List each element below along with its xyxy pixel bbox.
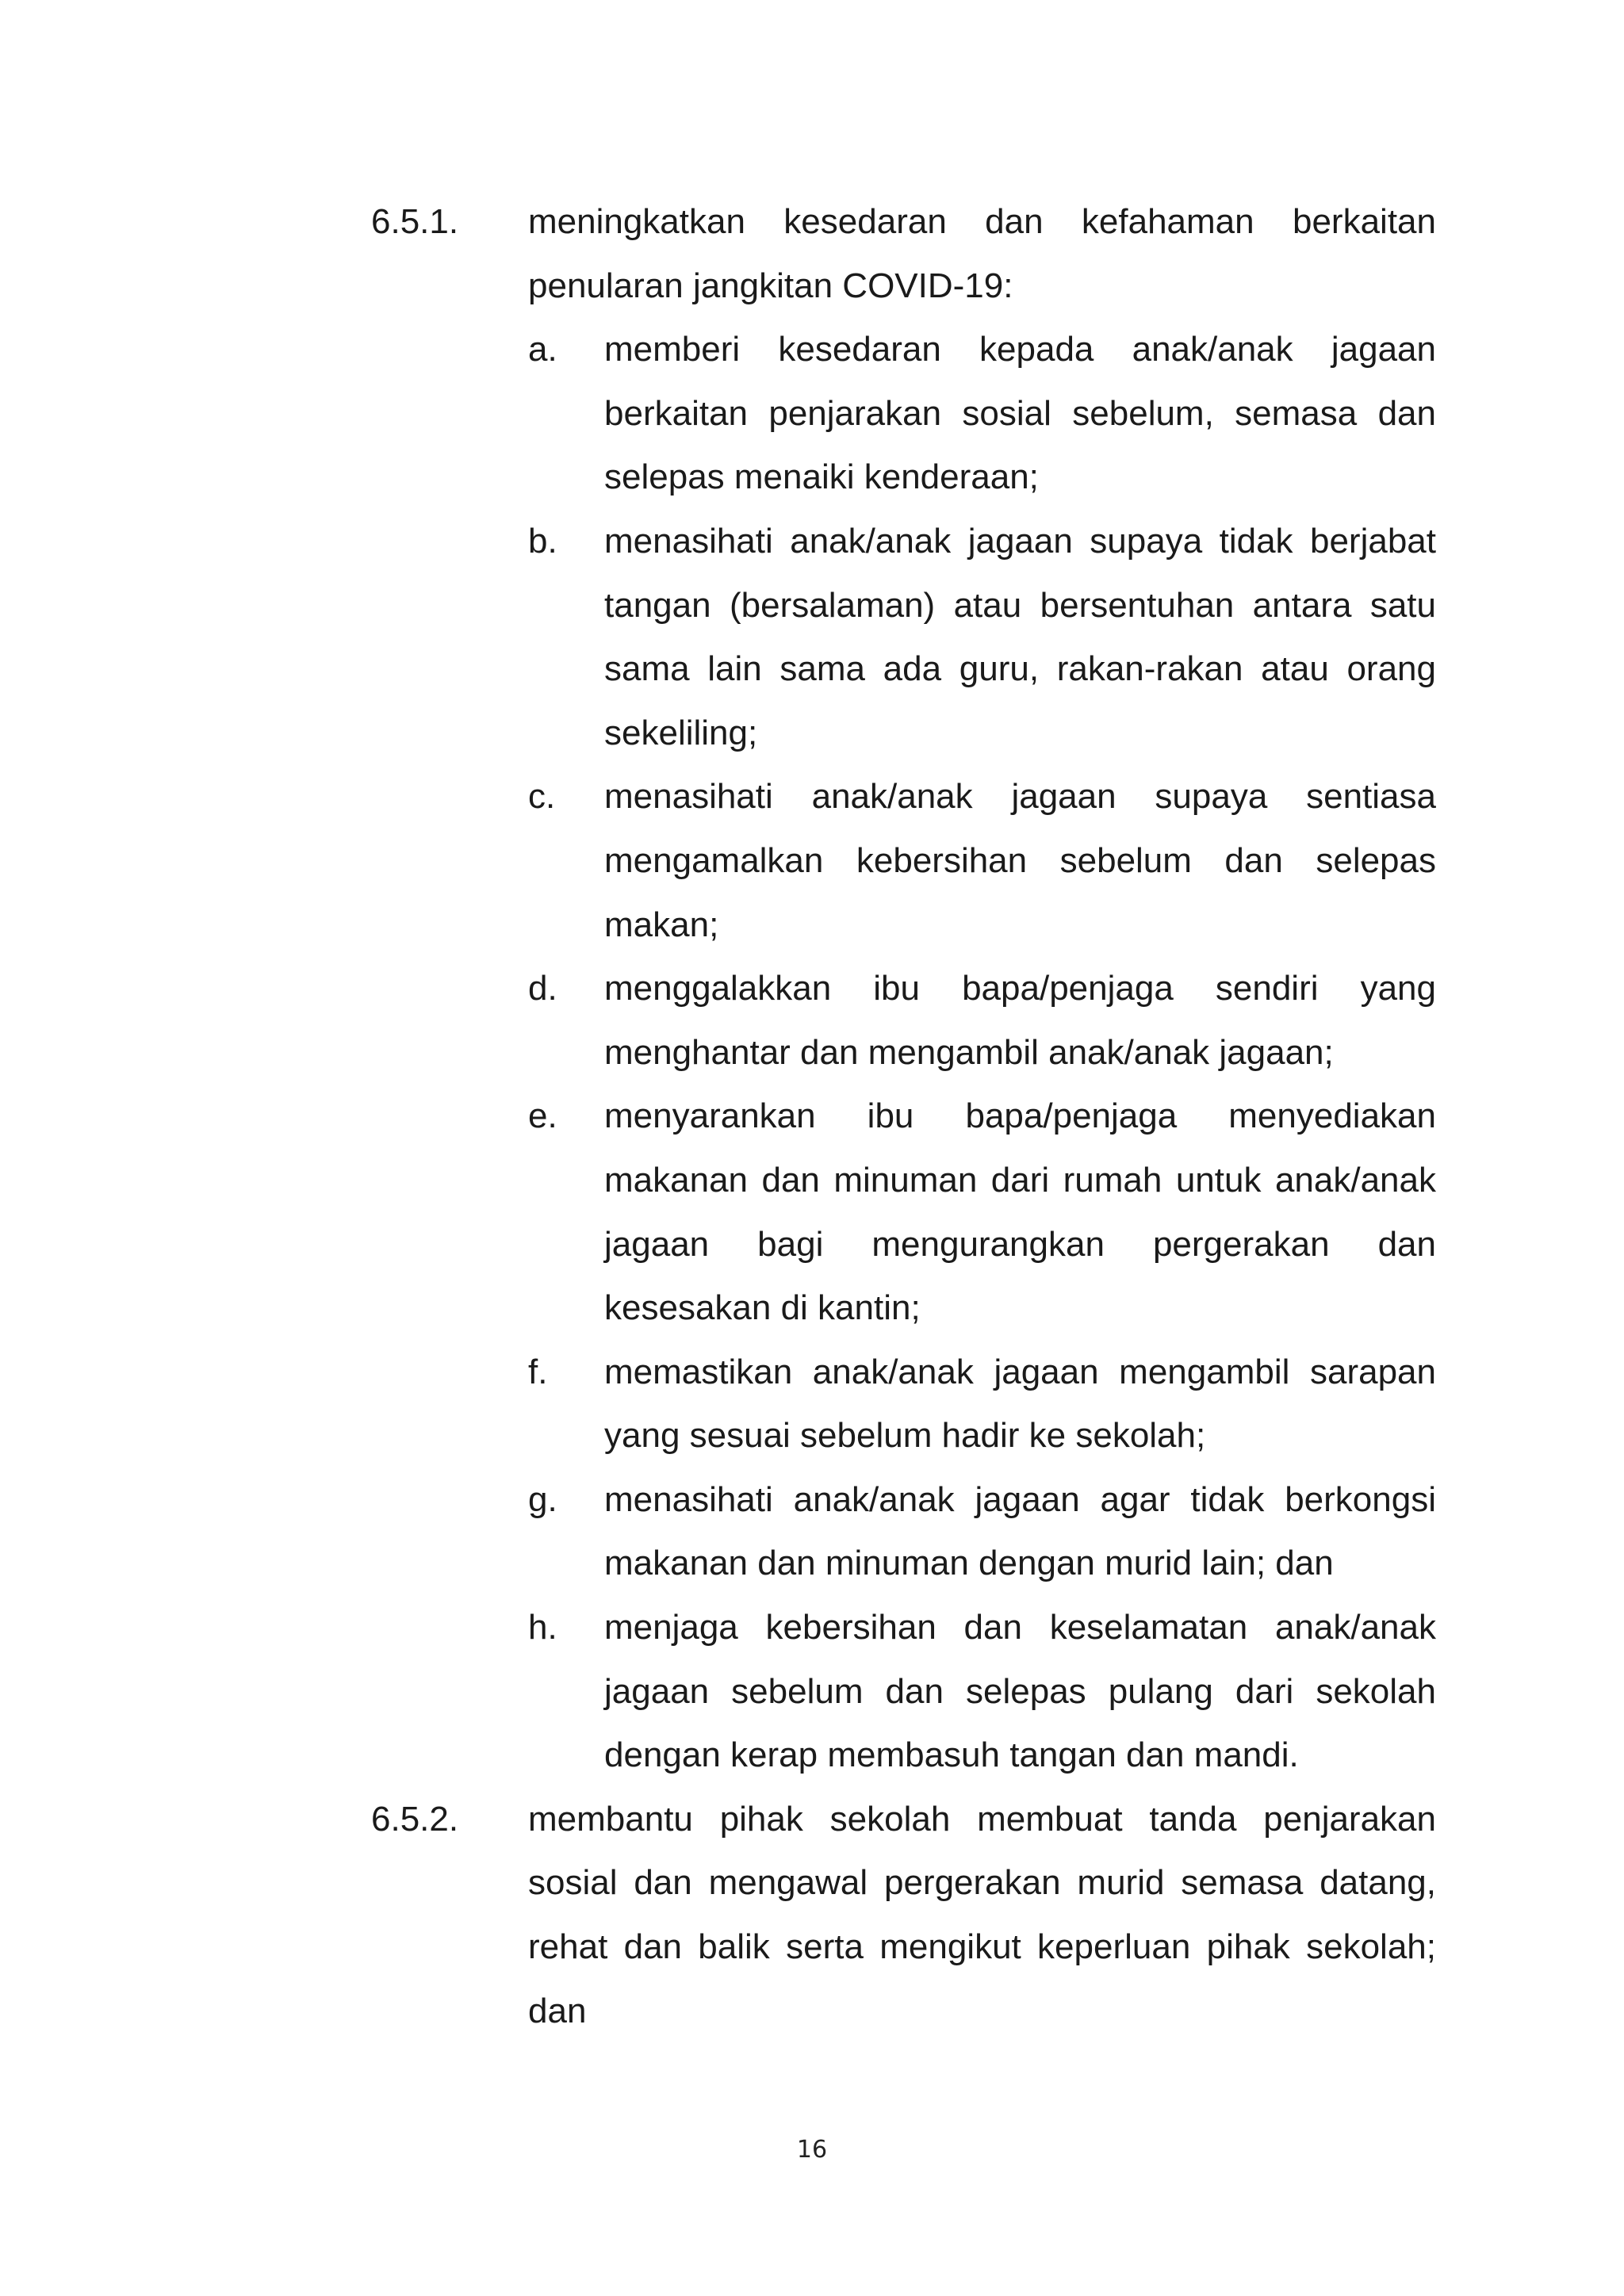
- subitem-h: [528, 1596, 1436, 1788]
- subitem-letter: c.: [528, 777, 556, 817]
- subitem-text: menyarankan ibu bapa/penjaga menyediakan makanan dan minuman dari rumah untuk anak/anak jagaan bagi mengurangkan pergerakan dan kesesakan di kantin;: [604, 1096, 1436, 1328]
- item-6-5-2: [371, 1788, 1436, 2043]
- subitem-text: menasihati anak/anak jagaan supaya sentiasa mengamalkan kebersihan sebelum dan selepas makan;: [604, 777, 1436, 944]
- subitem-g: [528, 1468, 1436, 1596]
- item-text: membantu pihak sekolah membuat tanda penjarakan sosial dan mengawal pergerakan murid semasa datang, rehat dan balik serta mengikut keperluan pihak sekolah; dan: [528, 1799, 1436, 2030]
- item-6-5-1: [371, 190, 1436, 1788]
- subitem-text: memastikan anak/anak jagaan mengambil sarapan yang sesuai sebelum hadir ke sekolah;: [604, 1352, 1436, 1456]
- page-number: 16: [796, 2136, 828, 2164]
- item-number: 6.5.2.: [371, 1799, 459, 1839]
- item-number: 6.5.1.: [371, 202, 459, 241]
- subitem-letter: h.: [528, 1608, 557, 1647]
- subitem-letter: g.: [528, 1479, 557, 1519]
- subitem-letter: e.: [528, 1096, 557, 1136]
- subitem-letter: d.: [528, 969, 557, 1008]
- subitem-text: menggalakkan ibu bapa/penjaga sendiri yang menghantar dan mengambil anak/anak jagaan;: [604, 969, 1436, 1072]
- subitem-text: memberi kesedaran kepada anak/anak jagaan berkaitan penjarakan sosial sebelum, semasa dan selepas menaiki kenderaan;: [604, 330, 1436, 497]
- subitem-letter: a.: [528, 330, 557, 369]
- subitem-d: [528, 957, 1436, 1085]
- item-text: meningkatkan kesedaran dan kefahaman berkaitan penularan jangkitan COVID-19:: [528, 202, 1436, 305]
- subitem-e: [528, 1085, 1436, 1340]
- subitem-f: [528, 1341, 1436, 1468]
- subitem-c: [528, 765, 1436, 957]
- subitem-a: [528, 318, 1436, 510]
- subitem-letter: f.: [528, 1352, 548, 1391]
- subitem-letter: b.: [528, 521, 557, 561]
- subitem-text: menasihati anak/anak jagaan agar tidak berkongsi makanan dan minuman dengan murid lain; dan: [604, 1479, 1436, 1583]
- subitem-b: [528, 510, 1436, 765]
- section-6-5: [371, 190, 1436, 2043]
- subitem-text: menasihati anak/anak jagaan supaya tidak berjabat tangan (bersalaman) atau bersentuhan antara satu sama lain sama ada guru, rakan-rakan atau orang sekeliling;: [604, 521, 1436, 752]
- subitem-text: menjaga kebersihan dan keselamatan anak/anak jagaan sebelum dan selepas pulang dari sekolah dengan kerap membasuh tangan dan mandi.: [604, 1608, 1436, 1775]
